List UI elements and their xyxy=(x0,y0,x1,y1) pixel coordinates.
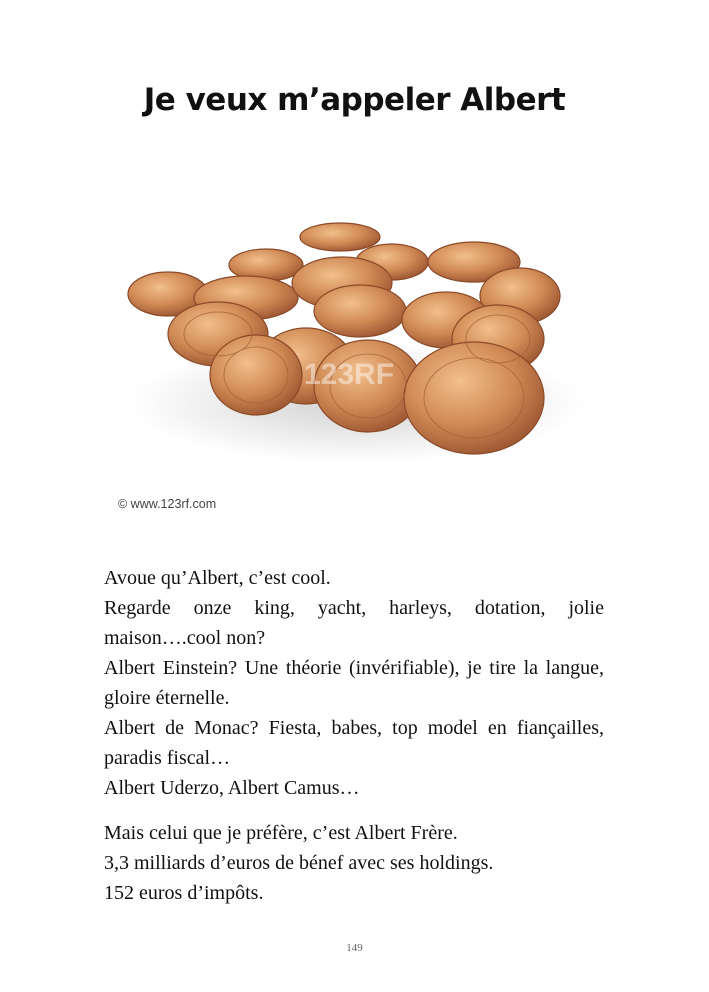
coins-image xyxy=(106,148,604,520)
watermark: 123RF xyxy=(304,358,395,391)
text-line: Albert Uderzo, Albert Camus… xyxy=(104,777,360,799)
text-line: Regarde onze king, yacht, harleys, dotation, jolie maison….cool non? xyxy=(104,597,604,649)
text-line: Albert Einstein? Une théorie (invérifiable), je tire la langue, gloire éternelle. xyxy=(104,657,604,709)
text-word: 152 xyxy=(104,882,134,904)
text-word: euros xyxy=(139,882,183,904)
image-credit: © www.123rf.com xyxy=(118,497,217,511)
copper-coins-illustration xyxy=(106,148,604,520)
text-line: Mais celui que je préfère, c’est Albert Frère. xyxy=(104,822,458,844)
paragraph-1 xyxy=(104,563,604,803)
page-title: Je veux m’appeler Albert xyxy=(143,82,566,118)
page-number: 149 xyxy=(346,942,363,954)
text-line: Avoue qu’Albert, c’est cool. xyxy=(104,567,331,589)
text-line-justified xyxy=(104,878,604,908)
text-word: d’impôts. xyxy=(187,882,264,904)
text-line: Albert de Monac? Fiesta, babes, top model en fiançailles, paradis fiscal… xyxy=(104,717,604,769)
paragraph-2 xyxy=(104,818,604,908)
text-line: 3,3 milliards d’euros de bénef avec ses holdings. xyxy=(104,852,494,874)
